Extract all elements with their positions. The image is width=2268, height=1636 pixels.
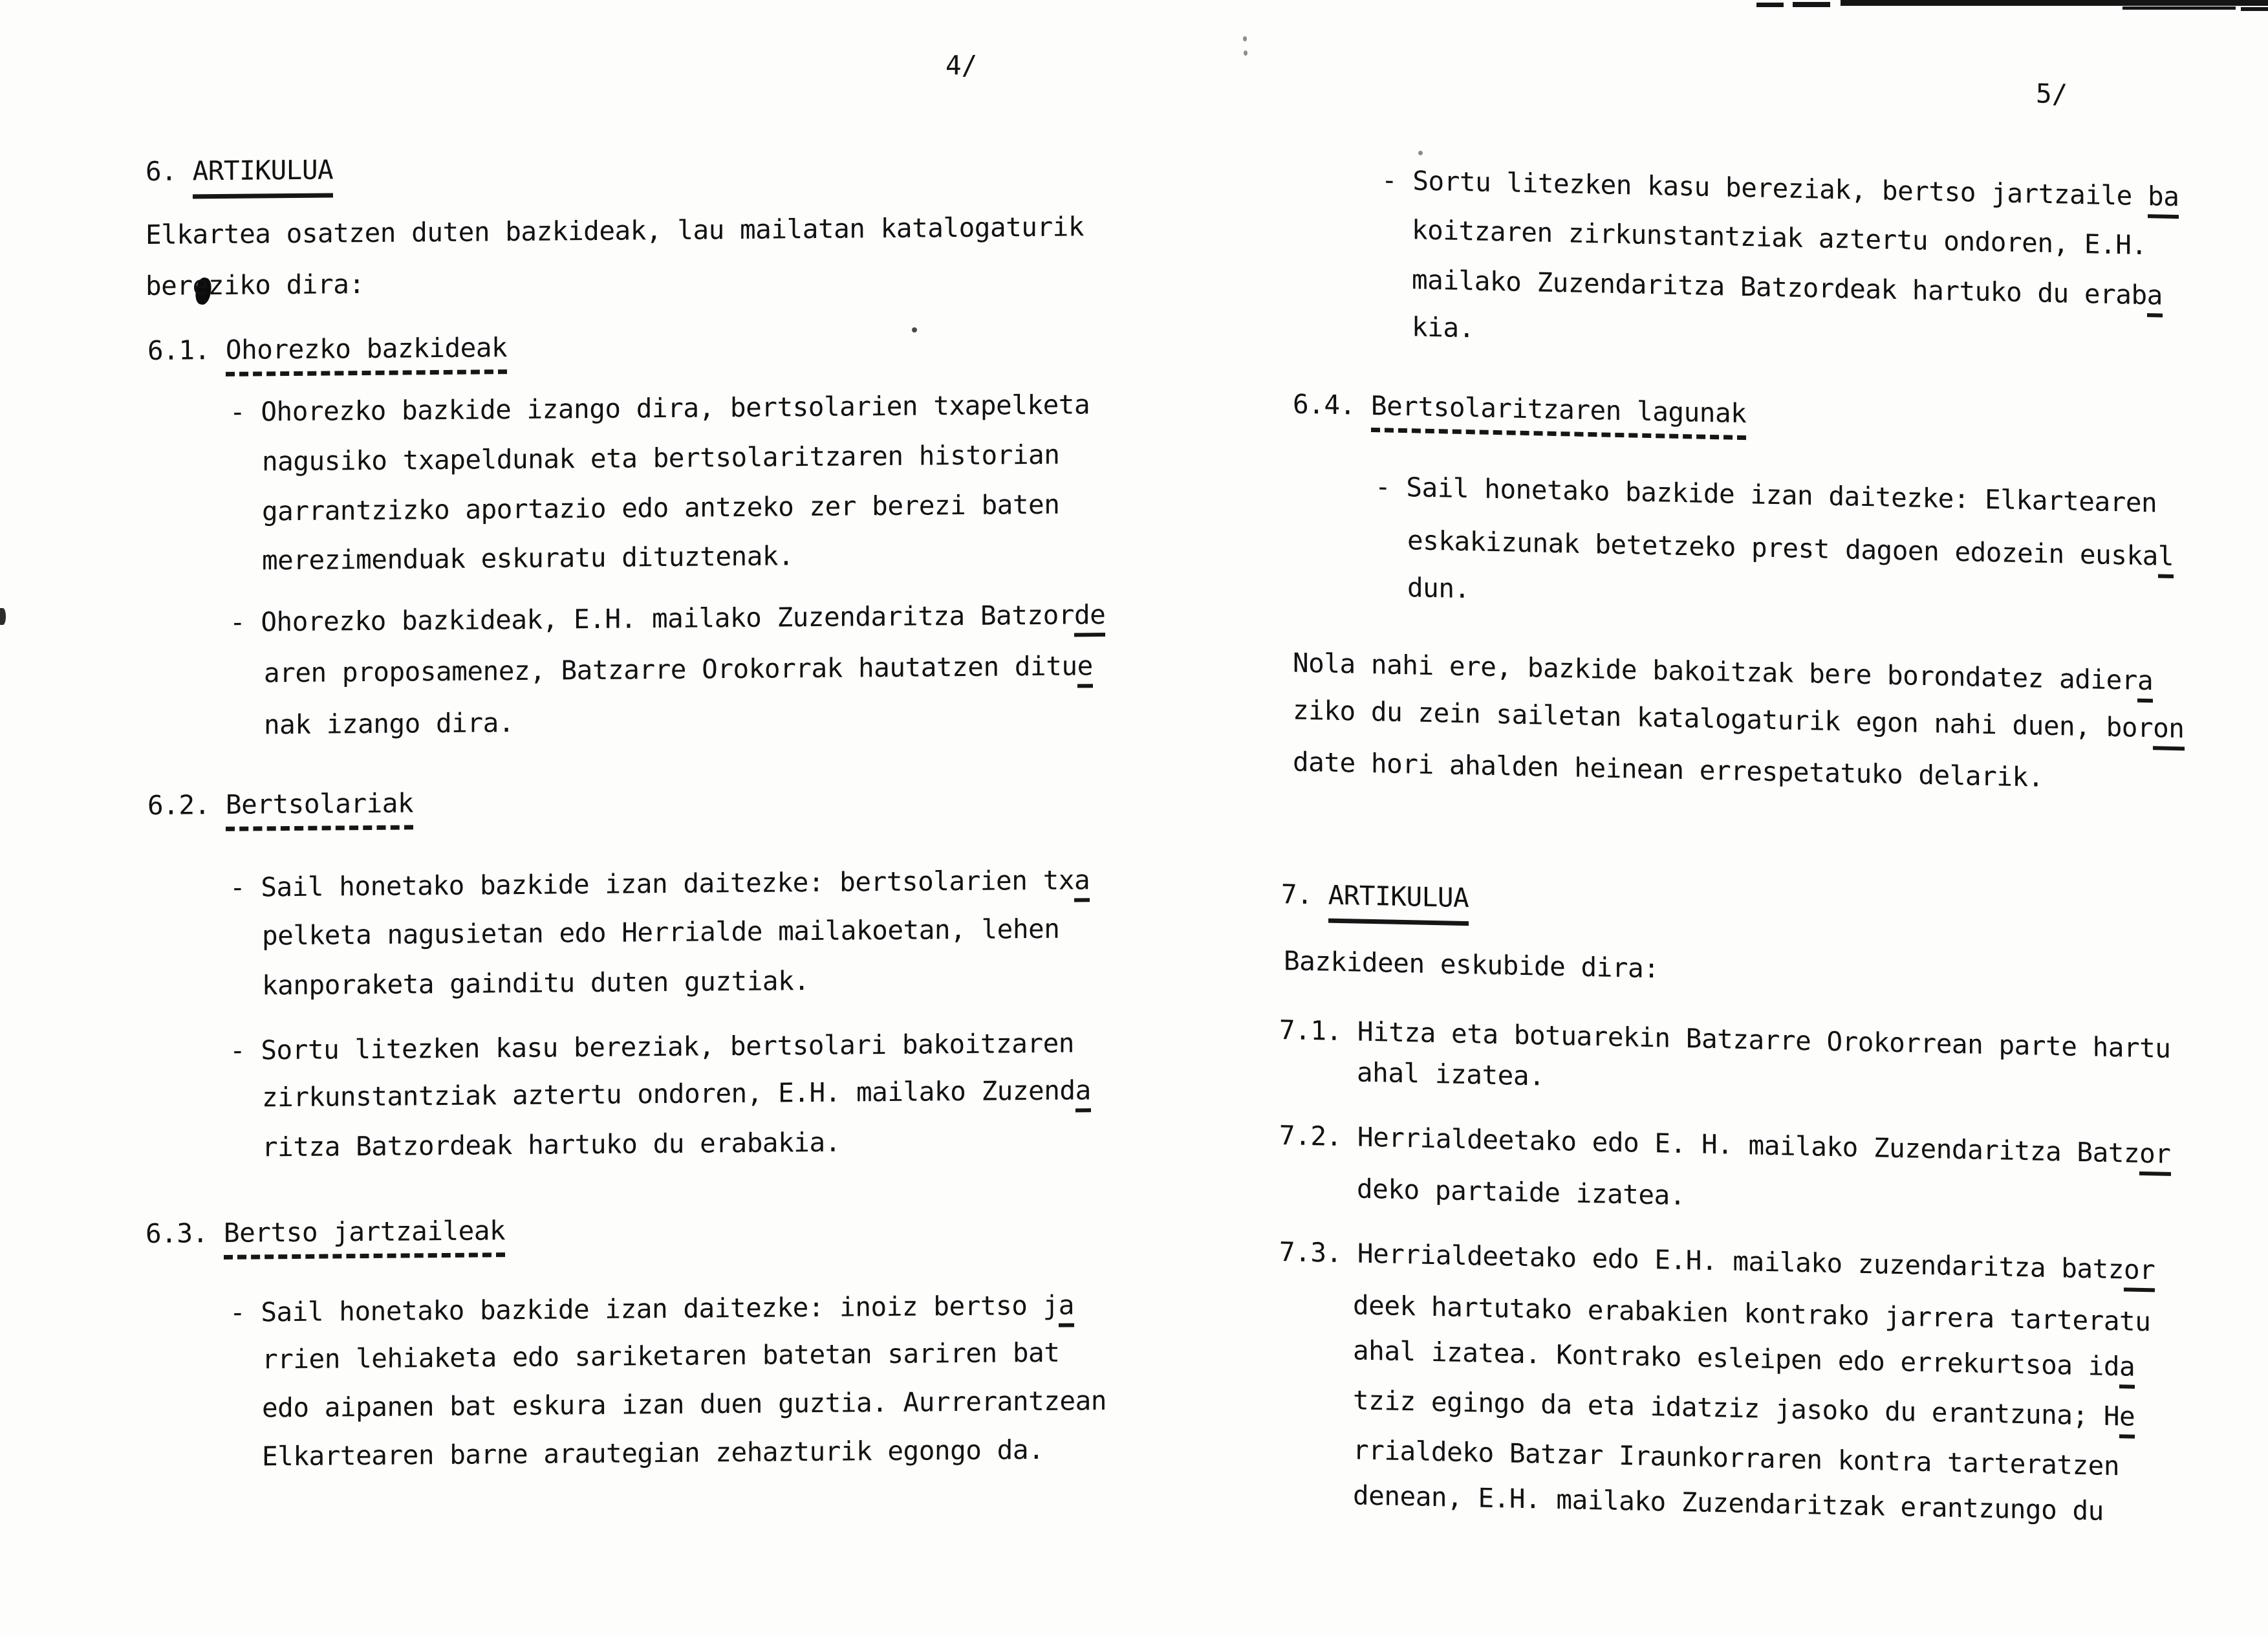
line-text: Nola nahi ere, bazkide bakoitzak bere borondatez adier (1293, 647, 2137, 696)
text-line (1412, 312, 1474, 343)
line-text: kia. (1412, 311, 1474, 344)
line-text: - Ohorezko bazkideak, E.H. mailako Zuzendaritza Batzor (230, 599, 1074, 638)
line-text: tziz egingo da eta idatziz jasoko du erantzuna; H (1353, 1384, 2120, 1432)
scan-tear-line (1793, 2, 1830, 7)
bullet-line (230, 389, 1090, 427)
scan-speck (1244, 50, 1247, 56)
line-underlined-tail: de (1074, 599, 1105, 637)
line-text: mailako Zuzendaritza Batzordeak hartuko du erab (1412, 264, 2147, 311)
text-line (146, 269, 365, 301)
text-line (262, 1435, 1044, 1472)
scan-tear-line (2241, 7, 2268, 11)
text-line (1284, 946, 1659, 983)
text-line (262, 966, 809, 1000)
text-line (264, 651, 1093, 688)
bullet-line (1381, 165, 2179, 212)
bullet-line (230, 865, 1090, 902)
line-text: Elkartea osatzen duten bazkideak, lau mailatan katalogaturik (146, 211, 1085, 250)
line-underlined-tail: a (1075, 1074, 1091, 1112)
text-line (264, 708, 514, 739)
line-text: edo aipanen bat eskura izan duen guztia. Aurrerantzean (262, 1385, 1107, 1424)
line-text: ahal izatea. (1357, 1056, 1545, 1092)
text-line (262, 490, 1059, 527)
page-number: 4/ (945, 49, 978, 82)
page-number: 5/ (2036, 78, 2068, 110)
line-underlined-tail: on (2153, 712, 2184, 750)
text-line (262, 1075, 1091, 1112)
text-line (1353, 1435, 2119, 1481)
text-line (262, 1128, 841, 1162)
scan-speck (0, 608, 6, 625)
line-text: pelketa nagusietan edo Herrialde mailakoetan, lehen (262, 913, 1060, 952)
line-text: ziko du zein sailetan katalogaturik egon nahi duen, bor (1293, 694, 2154, 744)
heading-number: 6.2. (147, 789, 226, 821)
scan-tear-line (1841, 0, 2268, 6)
line-text: - Sortu litezken kasu bereziak, bertso jartzaile (1381, 164, 2148, 212)
heading-text: ARTIKULUA (1328, 880, 1469, 926)
line-text: ritza Batzordeak hartuko du erabakia. (262, 1126, 841, 1163)
text-line (262, 440, 1059, 477)
text-line (1407, 573, 1470, 604)
line-underlined-tail: a (1059, 1289, 1074, 1327)
text-line (262, 541, 794, 575)
heading-number: 7. (1281, 878, 1328, 911)
heading-6-1 (147, 333, 507, 365)
page-4 (146, 0, 1154, 1615)
text-line (1293, 695, 2185, 743)
line-underlined-tail: e (2119, 1401, 2135, 1439)
scan-tear-line (1756, 3, 1784, 7)
line-text: nagusiko txapeldunak eta bertsolaritzaren historian (262, 439, 1060, 477)
bullet-line (230, 600, 1105, 637)
line-text: 7.1. Hitza eta botuarekin Batzarre Orokorrean parte hartu (1279, 1014, 2171, 1064)
line-text: 7.3. Herrialdeetako edo E.H. mailako zuzendaritza batz (1279, 1236, 2124, 1285)
line-text: merezimenduak eskuratu dituztenak. (262, 540, 794, 576)
heading-artikulua-7 (1281, 879, 1469, 913)
line-text: dun. (1407, 572, 1470, 605)
line-text: - Sail honetako bazkide izan daitezke: inoiz bertso j (230, 1289, 1059, 1328)
text-line (1353, 1335, 2135, 1381)
item-7-1-line (1279, 1015, 2171, 1063)
line-text: - Sail honetako bazkide izan daitezke: Elkartearen (1375, 471, 2157, 519)
heading-text: Bertso jartzaileak (224, 1215, 505, 1260)
line-text: koitzaren zirkunstantziak aztertu ondoren, E.H. (1412, 214, 2147, 261)
line-underlined-tail: a (2137, 665, 2153, 703)
line-text: ahal izatea. Kontrako esleipen edo errekurtsoa id (1353, 1335, 2120, 1382)
item-7-3-line (1279, 1237, 2155, 1285)
text-line (262, 914, 1059, 951)
line-text: aren proposamenez, Batzarre Orokorrak hautatzen ditu (264, 650, 1077, 689)
text-line (1412, 265, 2163, 310)
line-underlined-tail: a (2119, 1351, 2135, 1389)
bullet-line (230, 1290, 1074, 1327)
line-text: deek hartutako erabakien kontrako jarrera tarteratu (1353, 1289, 2151, 1338)
line-text: kanporaketa gainditu duten guztiak. (262, 965, 810, 1001)
text-line (1293, 747, 2044, 792)
line-text: zirkunstantziak aztertu ondoren, E.H. mailako Zuzend (262, 1074, 1075, 1113)
heading-text: Ohorezko bazkideak (226, 332, 507, 376)
line-text: garrantzizko aportazio edo antzeko zer berezi baten (262, 488, 1060, 527)
line-underlined-tail: a (2147, 279, 2163, 318)
heading-number: 6.3. (146, 1217, 224, 1249)
line-text: 7.2. Herrialdeetako edo E. H. mailako Zuzendaritza Batz (1279, 1120, 2140, 1169)
text-line (1412, 215, 2147, 260)
line-text: - Ohorezko bazkide izango dira, bertsolarien txapelketa (230, 389, 1090, 428)
line-text: denean, E.H. mailako Zuzendaritzak erantzungo du (1353, 1479, 2104, 1527)
line-underlined-tail: ba (2148, 180, 2179, 219)
line-underlined-tail: or (2124, 1254, 2155, 1292)
heading-artikulua-6 (146, 155, 333, 186)
text-line (262, 1338, 1059, 1375)
text-line (146, 212, 1084, 250)
line-text: - Sail honetako bazkide izan daitezke: bertsolarien tx (230, 864, 1074, 903)
text-line (1353, 1385, 2135, 1431)
heading-6-4 (1293, 389, 1746, 428)
line-underlined-tail: l (2158, 540, 2174, 578)
heading-number: 6.1. (147, 334, 226, 366)
text-line (1357, 1174, 1685, 1211)
line-text: - Sortu litezken kasu bereziak, bertsolari bakoitzaren (230, 1027, 1074, 1066)
line-text: deko partaide izatea. (1357, 1173, 1685, 1212)
scan-speck (1243, 36, 1247, 41)
line-text: rrialdeko Batzar Iraunkorraren kontra tarteratzen (1353, 1434, 2120, 1482)
scan-tear-line (2122, 6, 2236, 10)
text-line (1353, 1290, 2150, 1336)
heading-text: ARTIKULUA (193, 154, 334, 199)
line-text: Bazkideen eskubide dira: (1284, 945, 1659, 985)
line-text: date hori ahalden heinean errespetatuko delarik. (1293, 746, 2044, 793)
heading-text: Bertsolaritzaren lagunak (1371, 390, 1746, 440)
line-underlined-tail: or (2139, 1138, 2170, 1176)
text-line (1353, 1480, 2104, 1525)
heading-6-2 (147, 788, 413, 820)
line-text: bereziko dira: (146, 268, 365, 301)
text-line (1407, 525, 2174, 571)
line-text: nak izango dira. (264, 707, 514, 741)
line-text: eskakizunak betetzeko prest dagoen edozein euska (1407, 525, 2158, 572)
text-line (1293, 648, 2153, 695)
line-underlined-tail: a (1074, 864, 1090, 902)
text-line (262, 1386, 1107, 1423)
heading-6-3 (146, 1216, 505, 1249)
page-5 (1279, 0, 2268, 1636)
line-text: Elkartearen barne arautegian zehazturik egongo da. (262, 1434, 1044, 1472)
item-7-2-line (1279, 1120, 2171, 1169)
heading-number: 6.4. (1293, 388, 1371, 421)
text-line (1357, 1058, 1544, 1091)
bullet-line (1375, 472, 2157, 518)
bullet-line (230, 1028, 1074, 1065)
line-text: rrien lehiaketa edo sariketaren batetan sariren bat (262, 1336, 1060, 1375)
line-underlined-tail: e (1077, 650, 1093, 688)
heading-number: 6. (146, 155, 193, 187)
heading-text: Bertsolariak (226, 787, 413, 831)
